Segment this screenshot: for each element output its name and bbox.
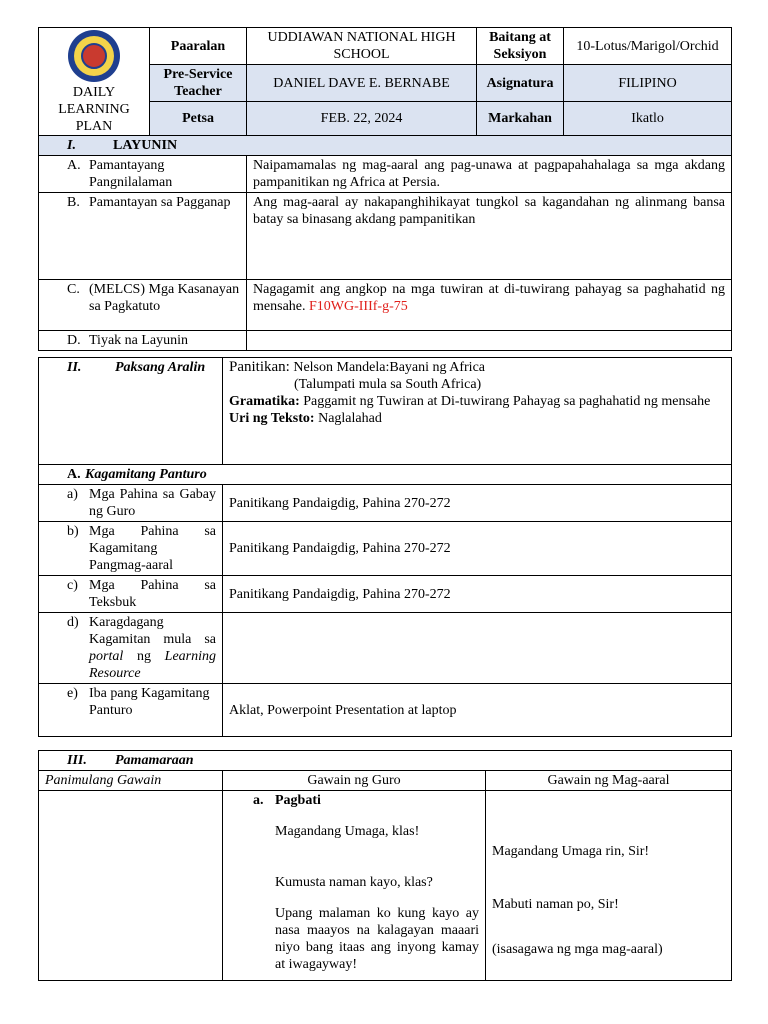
plan-title: DAILY LEARNING PLAN [58,85,130,134]
item-value: Panitikang Pandaigdig, Pahina 270-272 [223,485,732,522]
col-panimulang-gawain: Panimulang Gawain [39,771,223,791]
guro-line-1: Magandang Umaga, klas! [275,824,420,839]
row-label: Pamantayang Pangnilalaman [89,158,173,190]
item-label: Iba pang Kagamitang Panturo [89,686,210,718]
panimulang-cell [39,791,223,981]
paksa-num: II. [67,360,82,375]
item-value [223,613,732,684]
paksa-title: Paksang Aralin [115,360,206,375]
pamamaraan-heading [39,751,732,771]
row-text [247,331,732,351]
item-letter: c) [67,578,78,593]
row-letter: B. [67,195,80,210]
row-text: Ang mag-aaral ay nakapanghihikayat tungkol sa kagandahan ng alinmang bansa batay sa binasang akdang pampanitikan [247,193,732,280]
markahan-value: Ikatlo [564,102,732,136]
mag-aaral-line-2: Mabuti naman po, Sir! [492,897,619,912]
guro-line-3: Upang malaman ko kung kayo ay nasa maayos na kalagayan maaari niyo bang itaas ang inyong kamay at iwagayway! [275,906,479,972]
paaralan-label: Paaralan [150,28,247,65]
layunin-row-a [39,156,732,193]
layunin-heading [39,136,732,156]
petsa-value: FEB. 22, 2024 [247,102,477,136]
teacher-value: DANIEL DAVE E. BERNABE [247,65,477,102]
kagamitan-letter: A. [67,467,81,482]
pamamaraan-num: III. [67,753,87,768]
kagamitan-heading [39,465,732,485]
row-letter: D. [67,333,81,348]
kagamitan-item-d [39,613,732,684]
baitang-value: 10-Lotus/Marigol/Orchid [564,28,732,65]
row-letter: C. [67,282,80,297]
mag-aaral-line-1: Magandang Umaga rin, Sir! [492,844,650,859]
pamamaraan-title: Pamamaraan [115,753,194,768]
item-value: Aklat, Powerpoint Presentation at laptop [223,684,732,737]
kagamitan-item-b [39,522,732,576]
layunin-row-d [39,331,732,351]
gramatika-label: Gramatika: [229,394,300,409]
paksa-heading [39,358,223,465]
row-text [247,280,732,331]
paksa-table [38,357,732,737]
row-label: Pamantayan sa Pagganap [89,195,231,210]
row-text: Naipamamalas ng mag-aaral ang pag-unawa at pagpapahahalaga sa mga akdang pampanitikan ng Africa at Persia. [247,156,732,193]
guro-line-2: Kumusta naman kayo, klas? [275,875,433,890]
col-gawain-guro: Gawain ng Guro [223,771,486,791]
panitikan-value: Nelson Mandela:Bayani ng Africa [293,360,485,375]
kagamitan-item-e [39,684,732,737]
pagbati-heading: a. Pagbati [253,793,321,808]
header-layunin-table [38,27,732,351]
gramatika-value: Paggamit ng Tuwiran at Di-tuwirang Pahayag sa paghahatid ng mensahe [303,394,711,409]
layunin-row-b [39,193,732,280]
baitang-label: Baitang at Seksiyon [477,28,564,65]
item-value: Panitikang Pandaigdig, Pahina 270-272 [223,522,732,576]
item-value: Panitikang Pandaigdig, Pahina 270-272 [223,576,732,613]
item-letter: b) [67,524,79,539]
kagamitan-title: Kagamitang Panturo [85,467,207,482]
panitikan-sub: (Talumpati mula sa South Africa) [294,377,482,392]
layunin-title: LAYUNIN [113,138,178,153]
paksa-content [223,358,732,465]
paaralan-value: UDDIAWAN NATIONAL HIGH SCHOOL [247,28,477,65]
col-gawain-mag-aaral: Gawain ng Mag-aaral [486,771,732,791]
row-label: Tiyak na Layunin [89,333,189,348]
kagamitan-item-a [39,485,732,522]
markahan-label: Markahan [477,102,564,136]
asignatura-label: Asignatura [477,65,564,102]
panitikan-label: Panitikan: [229,359,290,375]
guro-cell [223,791,486,981]
item-label: Karagdagang Kagamitan mula sa portal ng Learning Resource [89,615,217,681]
melc-code: F10WG-IIIf-g-75 [309,299,408,314]
uri-value: Naglalahad [318,411,382,426]
logo-cell [39,28,150,136]
item-label: Mga Pahina sa Gabay ng Guro [89,487,216,519]
row-label: (MELCS) Mga Kasanayan sa Pagkatuto [89,282,240,314]
deped-seal-icon [68,30,120,82]
item-letter: e) [67,686,78,701]
mag-aaral-cell [486,791,732,981]
petsa-label: Petsa [150,102,247,136]
item-label: Mga Pahina sa Teksbuk [89,578,216,610]
uri-label: Uri ng Teksto: [229,411,315,426]
asignatura-value: FILIPINO [564,65,732,102]
row-letter: A. [67,158,81,173]
item-letter: a) [67,487,78,502]
item-label: Mga Pahina sa Kagamitang Pangmag-aaral [89,524,216,573]
item-letter: d) [67,615,79,630]
melc-text: Nagagamit ang angkop na mga tuwiran at di-tuwirang pahayag sa paghahatid ng mensahe. [253,282,726,314]
layunin-row-c [39,280,732,331]
layunin-num: I. [67,138,76,153]
pamamaraan-table [38,750,732,981]
mag-aaral-line-3: (isasagawa ng mga mag-aaral) [492,942,663,957]
teacher-label: Pre-Service Teacher [150,65,247,102]
kagamitan-item-c [39,576,732,613]
